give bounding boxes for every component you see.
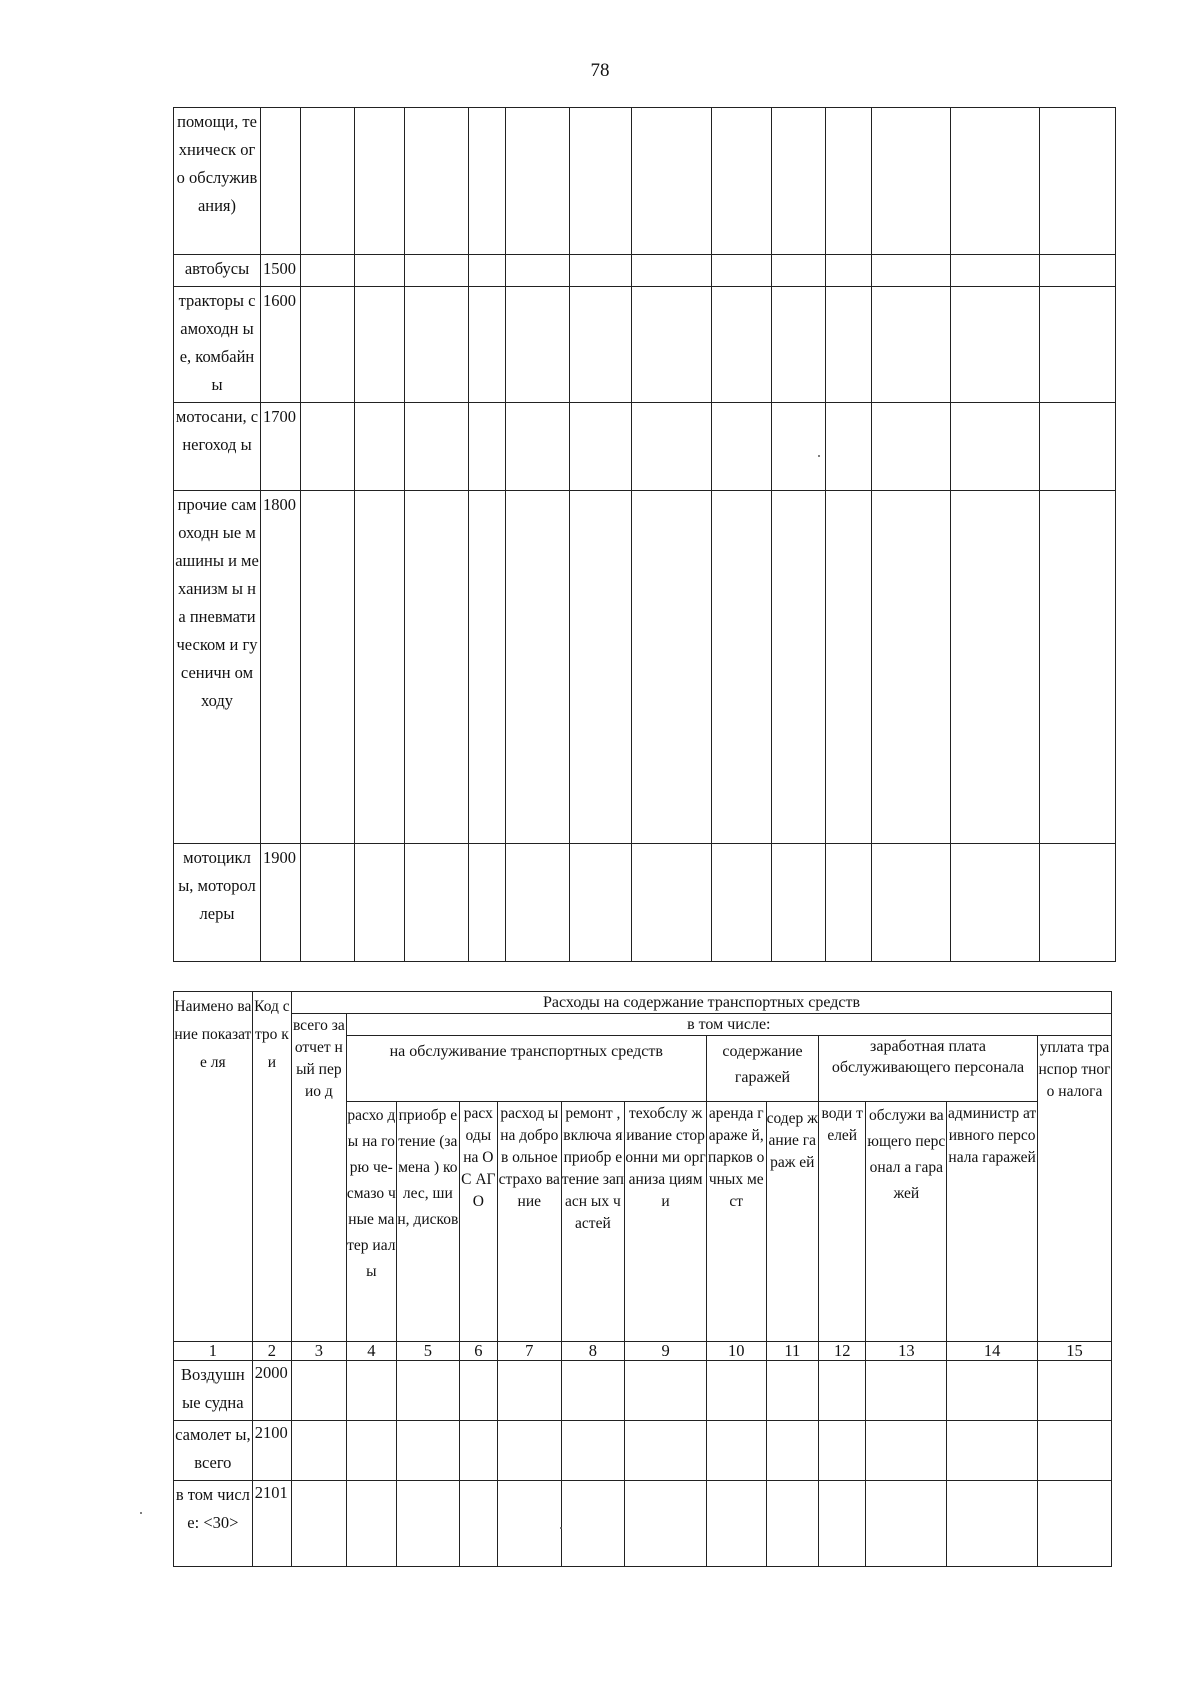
table-row (174, 491, 1116, 844)
column-number: 12 (819, 1342, 866, 1361)
column-numbers-row (174, 1342, 1112, 1361)
column-number: 10 (706, 1342, 766, 1361)
row-name: автобусы (174, 255, 261, 287)
row-name: помощи, техническ ого обслужив ания) (174, 108, 261, 255)
header-voluntary-insurance: расход ы на добров ольное страхо вание (498, 1102, 562, 1342)
scan-speck (560, 1527, 562, 1529)
vehicle-expenses-table (173, 991, 1112, 1567)
column-number: 7 (498, 1342, 562, 1361)
column-number: 15 (1038, 1342, 1112, 1361)
row-code: 1800 (261, 491, 301, 844)
row-code: 1900 (261, 844, 301, 962)
scan-speck (140, 1512, 142, 1514)
vehicle-expenses-table-continued (173, 107, 1116, 962)
header-garage-group: содержание гаражей (706, 1036, 818, 1102)
row-code: 1600 (261, 287, 301, 403)
row-code: 1700 (261, 403, 301, 491)
row-name: тракторы самоходн ые, комбайны (174, 287, 261, 403)
row-code: 2101 (252, 1481, 291, 1567)
row-name: Воздушн ые судна (174, 1361, 253, 1421)
column-number: 3 (292, 1342, 347, 1361)
row-name: самолет ы, всего (174, 1421, 253, 1481)
column-number: 1 (174, 1342, 253, 1361)
column-number: 14 (947, 1342, 1038, 1361)
header-transport-tax: уплата транспор тного налога (1038, 1036, 1112, 1342)
row-code (261, 108, 301, 255)
header-row-code: Код стро ки (252, 992, 291, 1342)
column-number: 13 (866, 1342, 947, 1361)
row-name: мотосани, снегоход ы (174, 403, 261, 491)
page-number: 78 (590, 60, 610, 81)
header-garage-admin-staff: администр ативного персонала гаражей (947, 1102, 1038, 1342)
column-number: 8 (561, 1342, 625, 1361)
scan-speck (818, 455, 820, 457)
row-code: 1500 (261, 255, 301, 287)
column-number: 6 (459, 1342, 497, 1361)
header-fuel-lubricants: расхо ды на горю че- смазо чные матер иалы (346, 1102, 396, 1342)
header-garage-upkeep: содер жание гараж ей (766, 1102, 818, 1342)
header-garage-rent: аренда гараже й, парков очных мест (706, 1102, 766, 1342)
column-number: 5 (397, 1342, 460, 1361)
row-code: 2000 (252, 1361, 291, 1421)
table-row (174, 255, 1116, 287)
header-garage-service-staff: обслужи вающего персонал а гаражей (866, 1102, 947, 1342)
row-name: прочие самоходн ые машины и механизм ы на пневмати ческом и гусеничн ом ходу (174, 491, 261, 844)
row-name: мотоцикл ы, мотороллеры (174, 844, 261, 962)
table-row (174, 403, 1116, 491)
row-name: в том числе: <30> (174, 1481, 253, 1567)
row-code: 2100 (252, 1421, 291, 1481)
table-row (174, 108, 1116, 255)
column-number: 4 (346, 1342, 396, 1361)
header-third-party-maintenance: техобслу живание сторонни ми организа циями (625, 1102, 707, 1342)
column-number: 11 (766, 1342, 818, 1361)
header-salary-group: заработная плата обслуживающего персонала (819, 1036, 1038, 1102)
header-expenses-group: Расходы на содержание транспортных средств (292, 992, 1112, 1014)
header-wheels-tires: приобр етение (замена ) колес, шин, дисков (397, 1102, 460, 1342)
header-vehicle-service-group: на обслуживание транспортных средств (346, 1036, 706, 1102)
header-including: в том числе: (346, 1014, 1111, 1036)
table-row (174, 1361, 1112, 1421)
header-total: всего за отчет ный перио д (292, 1014, 347, 1342)
column-number: 9 (625, 1342, 707, 1361)
header-indicator-name: Наимено вание показате ля (174, 992, 253, 1342)
table-row (174, 844, 1116, 962)
header-osago: расх оды на ОС АГ О (459, 1102, 497, 1342)
table-row (174, 1421, 1112, 1481)
table-row (174, 1481, 1112, 1567)
header-drivers: води телей (819, 1102, 866, 1342)
header-repair-parts: ремонт , включа я приобр етение запасн ых частей (561, 1102, 625, 1342)
table-row (174, 287, 1116, 403)
column-number: 2 (252, 1342, 291, 1361)
